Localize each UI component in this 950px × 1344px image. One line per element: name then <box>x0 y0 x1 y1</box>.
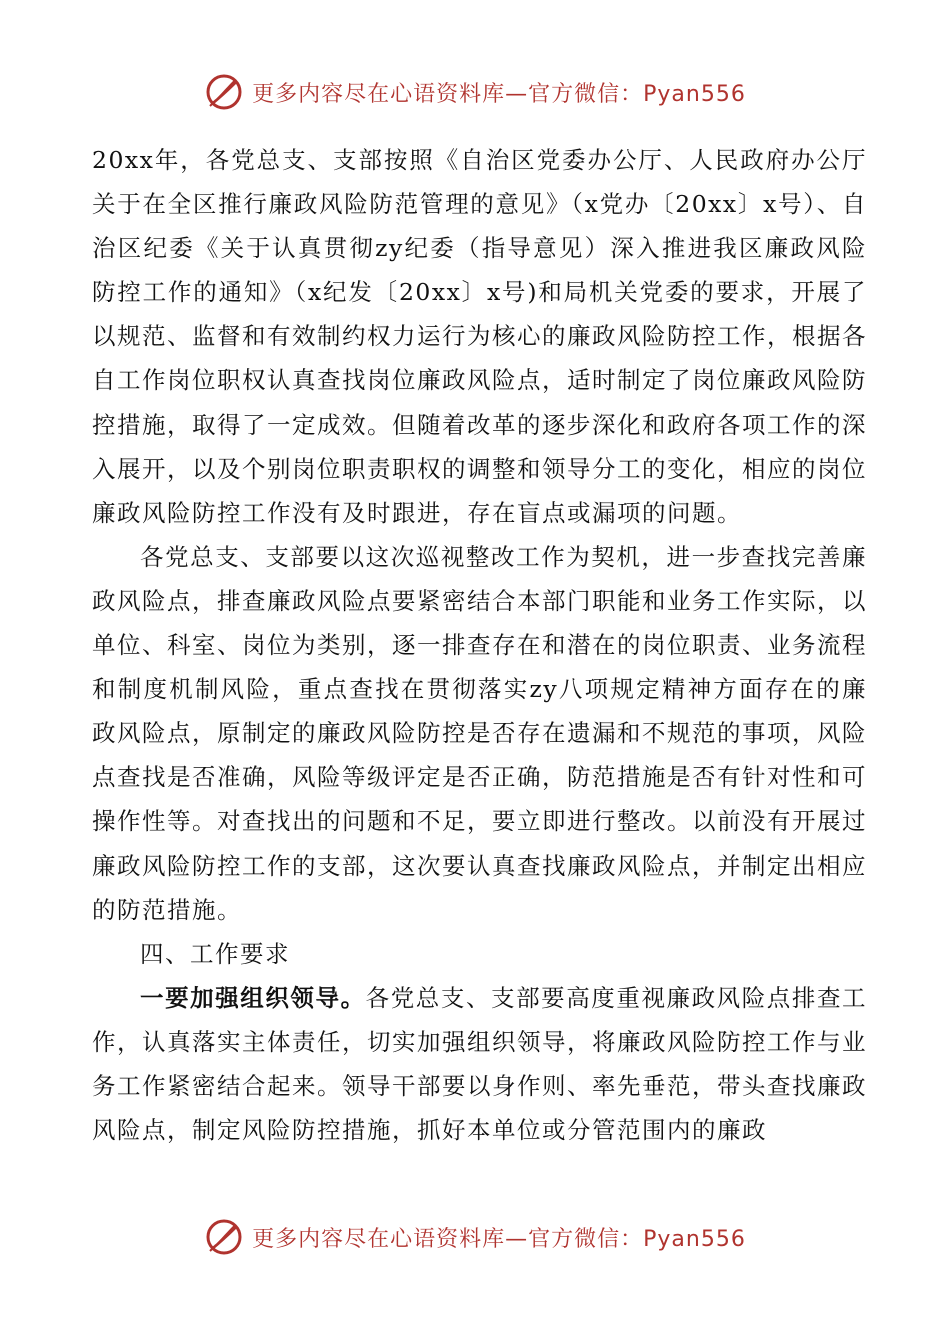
watermark-banner-bottom <box>0 1213 950 1261</box>
paragraph-background: 20xx年，各党总支、支部按照《自治区党委办公厅、人民政府办公厅关于在全区推行廉政风险防范管理的意见》（x党办〔20xx〕x号）、自治区纪委《关于认真贯彻zy纪委（指导意见）深入推进我区廉政风险防控工作的通知》（x纪发〔20xx〕x号)和局机关党委的要求，开展了以规范、监督和有效制约权力运行为核心的廉政风险防控工作，根据各自工作岗位职权认真查找岗位廉政风险点，适时制定了岗位廉政风险防控措施，取得了一定成效。但随着改革的逐步深化和政府各项工作的深入展开，以及个别岗位职责职权的调整和领导分工的变化，相应的岗位廉政风险防控工作没有及时跟进，存在盲点或漏项的问题。 <box>92 146 867 527</box>
section-heading: 四、工作要求 <box>140 939 290 968</box>
requirement-text: 各党总支、支部要高度重视廉政风险点排查工作，认真落实主体责任，切实加强组织领导，将廉政风险防控工作与业务工作紧密结合起来。领导干部要以身作则、率先垂范，带头查找廉政风险点，制定风险防控措施，抓好本单位或分管范围内的廉政 <box>92 983 868 1145</box>
paragraph-requirement-1 <box>92 976 867 1152</box>
paragraph-rectification: 各党总支、支部要以这次巡视整改工作为契机，进一步查找完善廉政风险点，排查廉政风险点要紧密结合本部门职能和业务工作实际，以单位、科室、岗位为类别，逐一排查存在和潜在的岗位职责、业务流程和制度机制风险，重点查找在贯彻落实zy八项规定精神方面存在的廉政风险点，原制定的廉政风险防控是否存在遗漏和不规范的事项，风险点查找是否准确，风险等级评定是否正确，防范措施是否有针对性和可操作性等。对查找出的问题和不足，要立即进行整改。以前没有开展过廉政风险防控工作的支部，这次要认真查找廉政风险点，并制定出相应的防范措施。 <box>92 542 867 924</box>
document-body <box>92 138 867 1152</box>
requirement-lead: 一要加强组织领导。 <box>140 983 366 1012</box>
pen-nib-circle-icon <box>204 72 244 112</box>
watermark-text: 更多内容尽在心语资料库—官方微信：Pyan556 <box>252 1226 746 1252</box>
pen-nib-circle-icon <box>204 1217 244 1257</box>
watermark-banner-top <box>0 68 950 116</box>
watermark-text: 更多内容尽在心语资料库—官方微信：Pyan556 <box>252 81 746 107</box>
